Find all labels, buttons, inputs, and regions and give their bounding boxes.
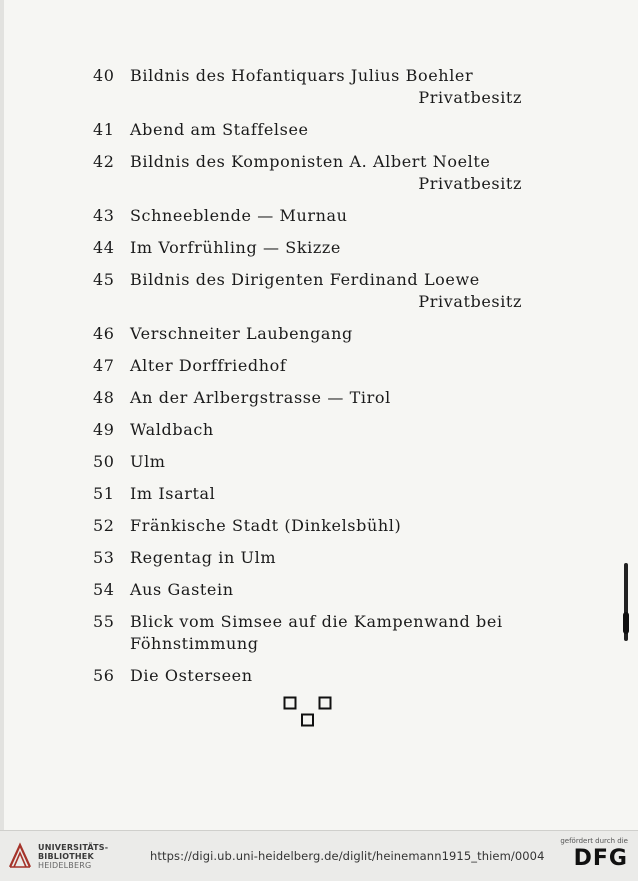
entry-number: 49 <box>93 420 115 439</box>
library-name-line: HEIDELBERG <box>38 861 92 870</box>
entry-title: Im Isartal <box>130 484 216 503</box>
entry-title: Abend am Staffelsee <box>130 120 309 139</box>
catalog-entry <box>80 483 530 505</box>
entry-owner: Privatbesitz <box>418 174 522 193</box>
entry-title-continuation: Föhnstimmung <box>130 634 259 653</box>
catalog-entry <box>80 65 530 109</box>
entry-number: 40 <box>93 66 115 85</box>
entry-number: 53 <box>93 548 115 567</box>
entry-title: Aus Gastein <box>130 580 234 599</box>
catalog-entry <box>80 355 530 377</box>
entry-title: Waldbach <box>130 420 214 439</box>
catalog-entry <box>80 665 530 687</box>
library-name <box>38 843 108 870</box>
entry-number: 45 <box>93 270 115 289</box>
entry-title: Bildnis des Komponisten A. Albert Noelte <box>130 152 491 171</box>
catalog-entry <box>80 119 530 141</box>
catalog-entry <box>80 387 530 409</box>
entry-number: 56 <box>93 666 115 685</box>
entry-title: Blick vom Simsee auf die Kampenwand bei <box>130 612 503 631</box>
entry-number: 52 <box>93 516 115 535</box>
three-squares-ornament-icon <box>283 696 333 730</box>
entry-number: 44 <box>93 238 115 257</box>
entry-title: Fränkische Stadt (Dinkelsbühl) <box>130 516 402 535</box>
catalog-entry <box>80 579 530 601</box>
library-name-line: BIBLIOTHEK <box>38 852 94 861</box>
entry-number: 48 <box>93 388 115 407</box>
catalog-entry <box>80 419 530 441</box>
funding-note: gefördert durch die <box>560 837 628 845</box>
entry-title: Die Osterseen <box>130 666 253 685</box>
entry-title: Ulm <box>130 452 166 471</box>
catalog-entry <box>80 451 530 473</box>
entry-number: 51 <box>93 484 115 503</box>
entry-title: An der Arlbergstrasse — Tirol <box>130 388 391 407</box>
dfg-logo[interactable] <box>548 837 628 872</box>
entry-number: 43 <box>93 206 115 225</box>
permalink[interactable]: https://digi.ub.uni-heidelberg.de/diglit/heinemann1915_thiem/0004 <box>150 849 545 863</box>
entry-number: 42 <box>93 152 115 171</box>
entry-title: Im Vorfrühling — Skizze <box>130 238 341 257</box>
funder-name: DFG <box>573 846 628 871</box>
catalog-entry <box>80 323 530 345</box>
library-crest-icon <box>8 841 32 869</box>
entry-title: Schneeblende — Murnau <box>130 206 348 225</box>
entry-number: 55 <box>93 612 115 631</box>
entry-number: 50 <box>93 452 115 471</box>
catalog-entry <box>80 515 530 537</box>
entry-title: Alter Dorffriedhof <box>130 356 287 375</box>
library-name-line: UNIVERSITÄTS- <box>38 843 109 852</box>
binding-mark <box>623 612 629 634</box>
entry-title: Verschneiter Laubengang <box>130 324 353 343</box>
viewer-footer <box>0 830 638 881</box>
entry-number: 46 <box>93 324 115 343</box>
catalog-entry <box>80 237 530 259</box>
catalog-entry <box>80 205 530 227</box>
entry-number: 54 <box>93 580 115 599</box>
catalog-entry <box>80 151 530 195</box>
catalog-entry <box>80 611 530 655</box>
entry-title: Bildnis des Hofantiquars Julius Boehler <box>130 66 474 85</box>
catalog-list <box>80 65 530 697</box>
entry-owner: Privatbesitz <box>418 292 522 311</box>
university-library-logo[interactable] <box>8 839 128 873</box>
page-edge-shadow <box>0 0 4 830</box>
entry-number: 47 <box>93 356 115 375</box>
catalog-entry <box>80 269 530 313</box>
entry-owner: Privatbesitz <box>418 88 522 107</box>
entry-title: Bildnis des Dirigenten Ferdinand Loewe <box>130 270 480 289</box>
entry-number: 41 <box>93 120 115 139</box>
catalog-entry <box>80 547 530 569</box>
entry-title: Regentag in Ulm <box>130 548 277 567</box>
